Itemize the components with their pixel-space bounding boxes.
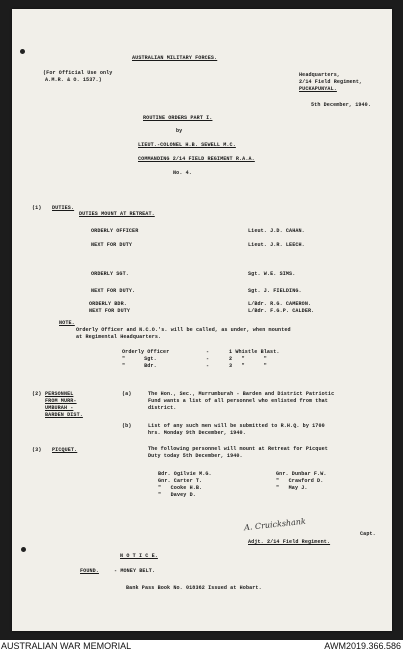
official-use-line: A.M.R. & O. 1537.) [45,77,102,83]
hq-line: PUCKAPUNYAL. [299,86,337,92]
call-signal: 3 " " [229,363,267,369]
doc-title: AUSTRALIAN MILITARY FORCES. [132,55,218,61]
picquet-member: Bdr. Ogilvie M.G. [158,471,212,477]
punch-hole [20,49,25,54]
picquet-text: Duty today 5th December, 1940. [148,453,243,459]
found-item: - MONEY BELT. [114,568,156,574]
call-role: " Bdr. [122,363,157,369]
personnel-heading: BARDEN DIST. [45,412,83,418]
para-label: (b) [122,423,132,429]
call-signal: 2 " " [229,356,267,362]
duty-role: NEXT FOR DUTY [89,308,131,314]
notice-heading: N O T I C E. [120,553,158,559]
para-b-text: List of any such men will be submitted to R.H.Q. by 1700 [148,423,325,429]
found-label: FOUND. [80,568,99,574]
para-a-text: district. [148,405,177,411]
official-use-line: (For Official Use only [43,70,113,76]
picquet-text: The following personnel will mount at Retreat for Picquet [148,446,328,452]
duty-role: ORDERLY SGT. [91,271,129,277]
commanding-line: COMMANDING 2/14 FIELD REGIMENT R.A.A. [138,156,255,162]
picquet-member: " Crawford D. [276,478,324,484]
picquet-member: " Davey D. [158,492,196,498]
by-line: by [176,128,183,134]
call-dash: - [206,363,210,369]
note-label: NOTE. [59,320,75,326]
call-signal: 1 Whistle Blast. [229,349,280,355]
duty-name: L/Bdr. F.G.P. CALDER. [248,308,315,314]
hq-line: 2/14 Field Regiment, [299,79,363,85]
para-a-text: Fund wants a list of all personnel who enlisted from that [148,398,328,404]
duty-role: ORDERLY BDR. [89,301,127,307]
signature: A. Cruickshank [243,516,307,533]
picquet-member: Gnr. Carter T. [158,478,203,484]
duties-mount-heading: DUTIES MOUNT AT RETREAT. [79,211,155,217]
duty-name: Sgt. J. FIELDING. [248,288,302,294]
section-number: (3) [32,447,42,453]
picquet-member: " May J. [276,485,308,491]
picquet-member: " Cooke H.B. [158,485,203,491]
order-number: No. 4. [173,170,192,176]
call-dash: - [206,349,210,355]
personnel-heading: PERSONNEL [45,391,74,397]
duties-heading: DUTIES. [52,205,75,211]
section-number: (1) [32,205,42,211]
para-a-text: The Hon., Sec., Murrumburah - Barden and District Patriotic [148,391,335,397]
call-dash: - [206,356,210,362]
hq-line: Headquarters, [299,72,341,78]
duty-name: Lieut. J.R. LEECH. [248,242,305,248]
routine-orders-heading: ROUTINE ORDERS PART I. [143,115,213,121]
picquet-member: Gnr. Dunbar F.W. [276,471,327,477]
para-b-text: hrs. Monday 9th December, 1940. [148,430,246,436]
capt-label: Capt. [360,531,376,537]
bank-pass-book-line: Bank Pass Book No. 018362 Issued at Hobart. [126,585,262,591]
duty-name: Lieut. J.D. CAHAN. [248,228,305,234]
archive-footer [0,640,403,653]
duty-name: L/Bdr. R.G. CAMERON. [248,301,312,307]
para-label: (a) [122,391,132,397]
picquet-heading: PICQUET. [52,447,78,453]
duty-role: ORDERLY OFFICER [91,228,139,234]
personnel-heading: UMBURAH - [45,405,74,411]
call-role: Orderly Officer [122,349,170,355]
duty-role: NEXT FOR DUTY [91,242,133,248]
lieut-colonel-line: LIEUT.-COLONEL H.B. SEWELL M.C. [138,142,236,148]
duty-name: Sgt. W.E. SIMS. [248,271,296,277]
adjt-line: Adjt. 2/14 Field Regiment. [248,539,331,545]
call-role: " Sgt. [122,356,157,362]
personnel-heading: FROM MURR- [45,398,77,404]
punch-hole [21,547,26,552]
duty-role: NEXT FOR DUTY. [91,288,136,294]
archive-id: AWM2019.366.586 [324,641,401,651]
note-text: at Regimental Headquarters. [76,334,162,340]
date-line: 5th December, 1940. [311,102,371,108]
document-page [12,9,392,631]
note-text: Orderly Officer and N.C.O.'s. will be called, as under, when mounted [76,327,291,333]
archive-name: AUSTRALIAN WAR MEMORIAL [1,641,132,651]
section-number: (2) [32,391,42,397]
